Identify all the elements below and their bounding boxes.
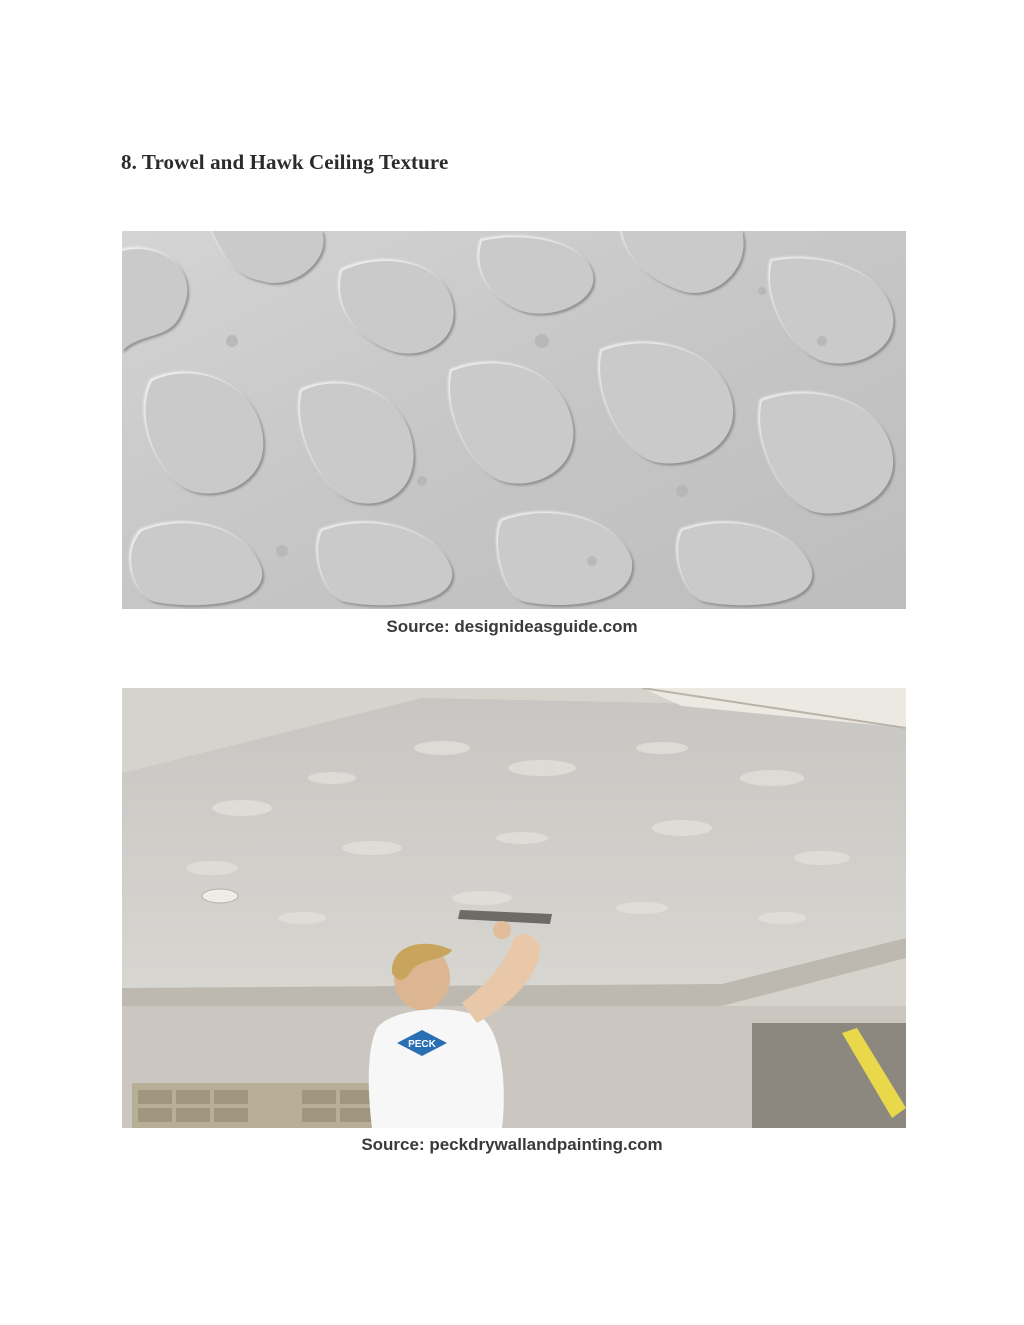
- worker-ceiling-image: [122, 688, 906, 1128]
- section-heading: 8. Trowel and Hawk Ceiling Texture: [121, 150, 449, 174]
- worker-ceiling-illustration: [122, 688, 906, 1128]
- texture-closeup-image: [122, 231, 906, 609]
- figure-2-caption: Source: peckdrywallandpainting.com: [361, 1135, 663, 1154]
- texture-closeup-illustration: [122, 231, 906, 609]
- figure-1-caption: Source: designideasguide.com: [386, 617, 638, 636]
- shirt-logo-text: PECK: [408, 1039, 436, 1050]
